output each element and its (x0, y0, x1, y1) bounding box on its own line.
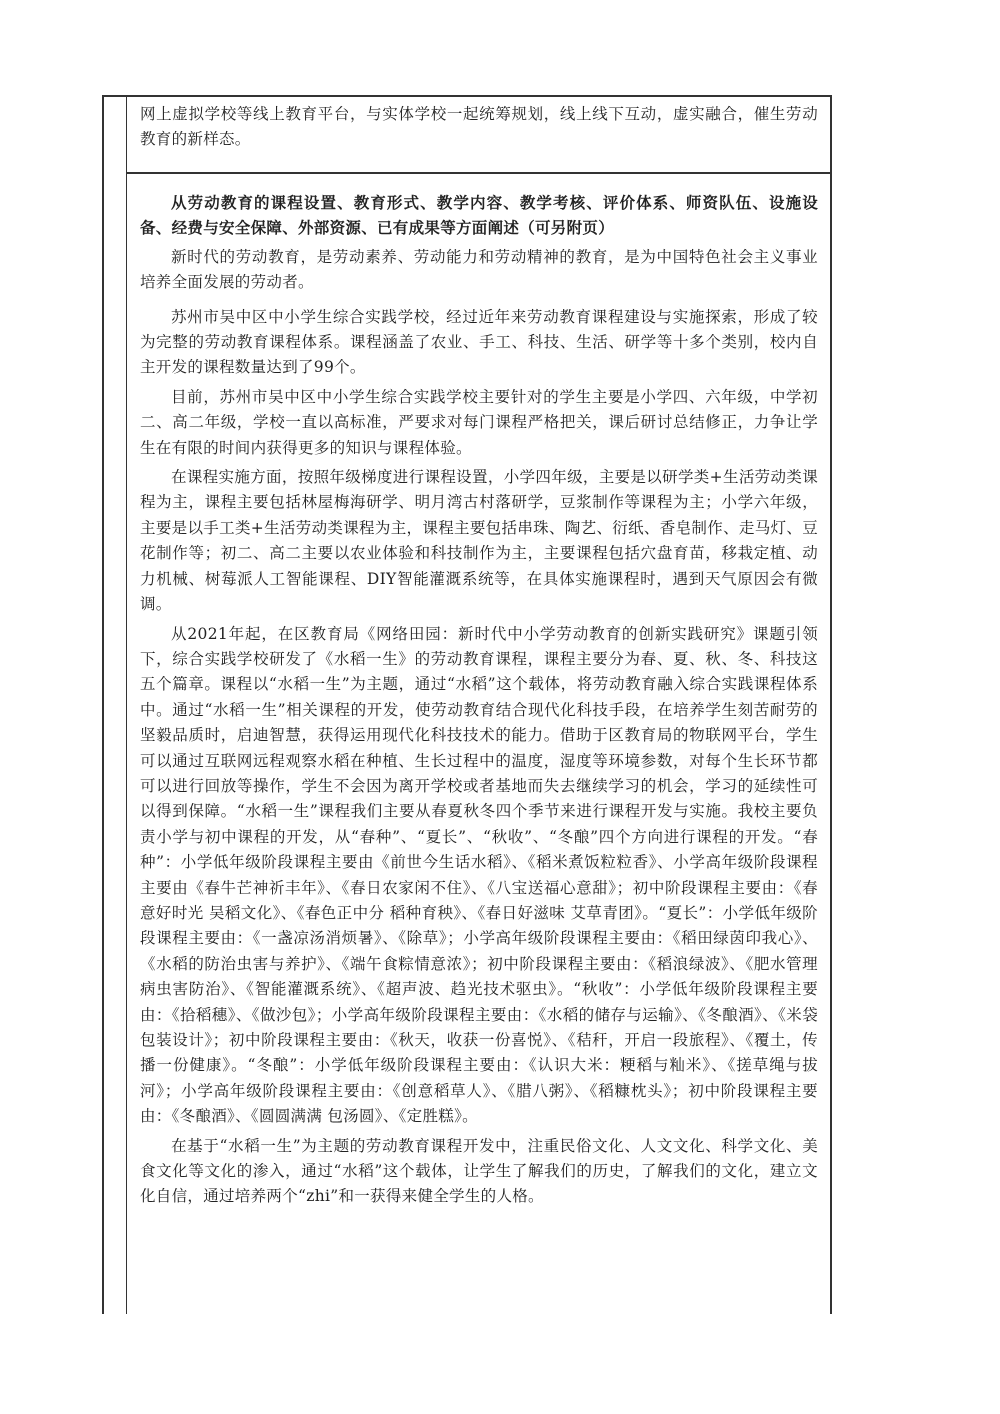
continuation-text: 网上虚拟学校等线上教育平台，与实体学校一起统筹规划，线上线下互动，虚实融合，催生劳动教育的新样态。 (140, 105, 818, 149)
section-heading: 从劳动教育的课程设置、教育形式、教学内容、教学考核、评价体系、师资队伍、设施设备、经费与安全保障、外部资源、已有成果等方面阐述（可另附页） (140, 193, 818, 238)
paragraph-culture: 在基于“水稻一生”为主题的劳动教育课程开发中，注重民俗文化、人文文化、科学文化、美食文化等文化的渗入，通过“水稻”这个载体，让学生了解我们的历史，了解我们的文化，建立文化自信，通过培养两个“zhi”和一获得来健全学生的人格。 (140, 1136, 818, 1206)
paragraph-intro: 新时代的劳动教育，是劳动素养、劳动能力和劳动精神的教育，是为中国特色社会主义事业培养全面发展的劳动者。 (140, 247, 818, 292)
paragraph-students: 目前，苏州市吴中区中小学生综合实践学校主要针对的学生主要是小学四、六年级，中学初二、高二年级，学校一直以高标准，严要求对每门课程严格把关，课后研讨总结修正，力争让学生在有限的时间内获得更多的知识与课程体验。 (140, 387, 818, 457)
table-row-continuation (126, 97, 830, 174)
table-row-description (126, 174, 830, 1314)
paragraph-school-overview: 苏州市吴中区中小学生综合实践学校，经过近年来劳动教育课程建设与实施探索，形成了较为完整的劳动教育课程体系。课程涵盖了农业、手工、科技、生活、研学等十多个类别，校内自主开发的课程数量达到了99个。 (140, 307, 818, 377)
paragraph-rice-course: 从2021年起，在区教育局《网络田园：新时代中小学劳动教育的创新实践研究》课题引领下，综合实践学校研发了《水稻一生》的劳动教育课程，课程主要分为春、夏、秋、冬、科技这五个篇章。课程以“水稻一生”为主题，通过“水稻”这个载体，将劳动教育融入综合实践课程体系中。通过“水稻一生”相关课程的开发，使劳动教育结合现代化科技手段，在培养学生刻苦耐劳的坚毅品质时，启迪智慧，获得运用现代化科技技术的能力。借助于区教育局的物联网平台，学生可以通过互联网远程观察水稻在种植、生长过程中的温度，湿度等环境参数，对每个生长环节都可以进行回放等操作，学生不会因为离开学校或者基地而失去继续学习的机会，学习的延续性可以得到保障。“水稻一生”课程我们主要从春夏秋冬四个季节来进行课程开发与实施。我校主要负责小学与初中课程的开发，从“春种”、“夏长”、“秋收”、“冬酿”四个方向进行课程的开发。“春种”：小学低年级阶段课程主要由《前世今生话水稻》、《稻米煮饭粒粒香》、小学高年级阶段课程主要由《春牛芒神祈丰年》、《春日农家闲不住》、《八宝送福心意甜》；初中阶段课程主要由：《春意好时光 吴稻文化》、《春色正中分 稻种育秧》、《春日好滋味 艾草青团》。“夏长”：小学低年级阶段课程主要由：《一盏凉汤消烦暑》、《除草》；小学高年级阶段课程主要由：《稻田绿茵印我心》、《水稻的防治虫害与养护》、《端午食粽情意浓》；初中阶段课程主要由：《稻浪绿波》、《肥水管理 病虫害防治》、《智能灌溉系统》、《超声波、趋光技术驱虫》。“秋收”：小学低年级阶段课程主要由：《拾稻穗》、《做沙包》；小学高年级阶段课程主要由：《水稻的储存与运输》、《冬酿酒》、《米袋包装设计》；初中阶段课程主要由：《秋天，收获一份喜悦》、《秸秆，开启一段旅程》、《覆土，传播一份健康》。“冬酿”：小学低年级阶段课程主要由：《认识大米：粳稻与籼米》、《搓草绳与拔河》；小学高年级阶段课程主要由：《创意稻草人》、《腊八粥》、《稻糠枕头》；初中阶段课程主要由：《冬酿酒》、《圆圆满满 包汤圆》、《定胜糕》。 (140, 624, 818, 1126)
paragraph-course-implementation: 在课程实施方面，按照年级梯度进行课程设置，小学四年级，主要是以研学类+生活劳动类课程为主，课程主要包括林屋梅海研学、明月湾古村落研学，豆浆制作等课程为主；小学六年级，主要是以手工类+生活劳动类课程为主，课程主要包括串珠、陶艺、衍纸、香皂制作、走马灯、豆花制作等；初二、高二主要以农业体验和科技制作为主，主要课程包括穴盘育苗，移栽定植、动力机械、树莓派人工智能课程、DIY智能灌溉系统等，在具体实施课程时，遇到天气原因会有微调。 (140, 468, 818, 614)
form-table (102, 95, 832, 1314)
